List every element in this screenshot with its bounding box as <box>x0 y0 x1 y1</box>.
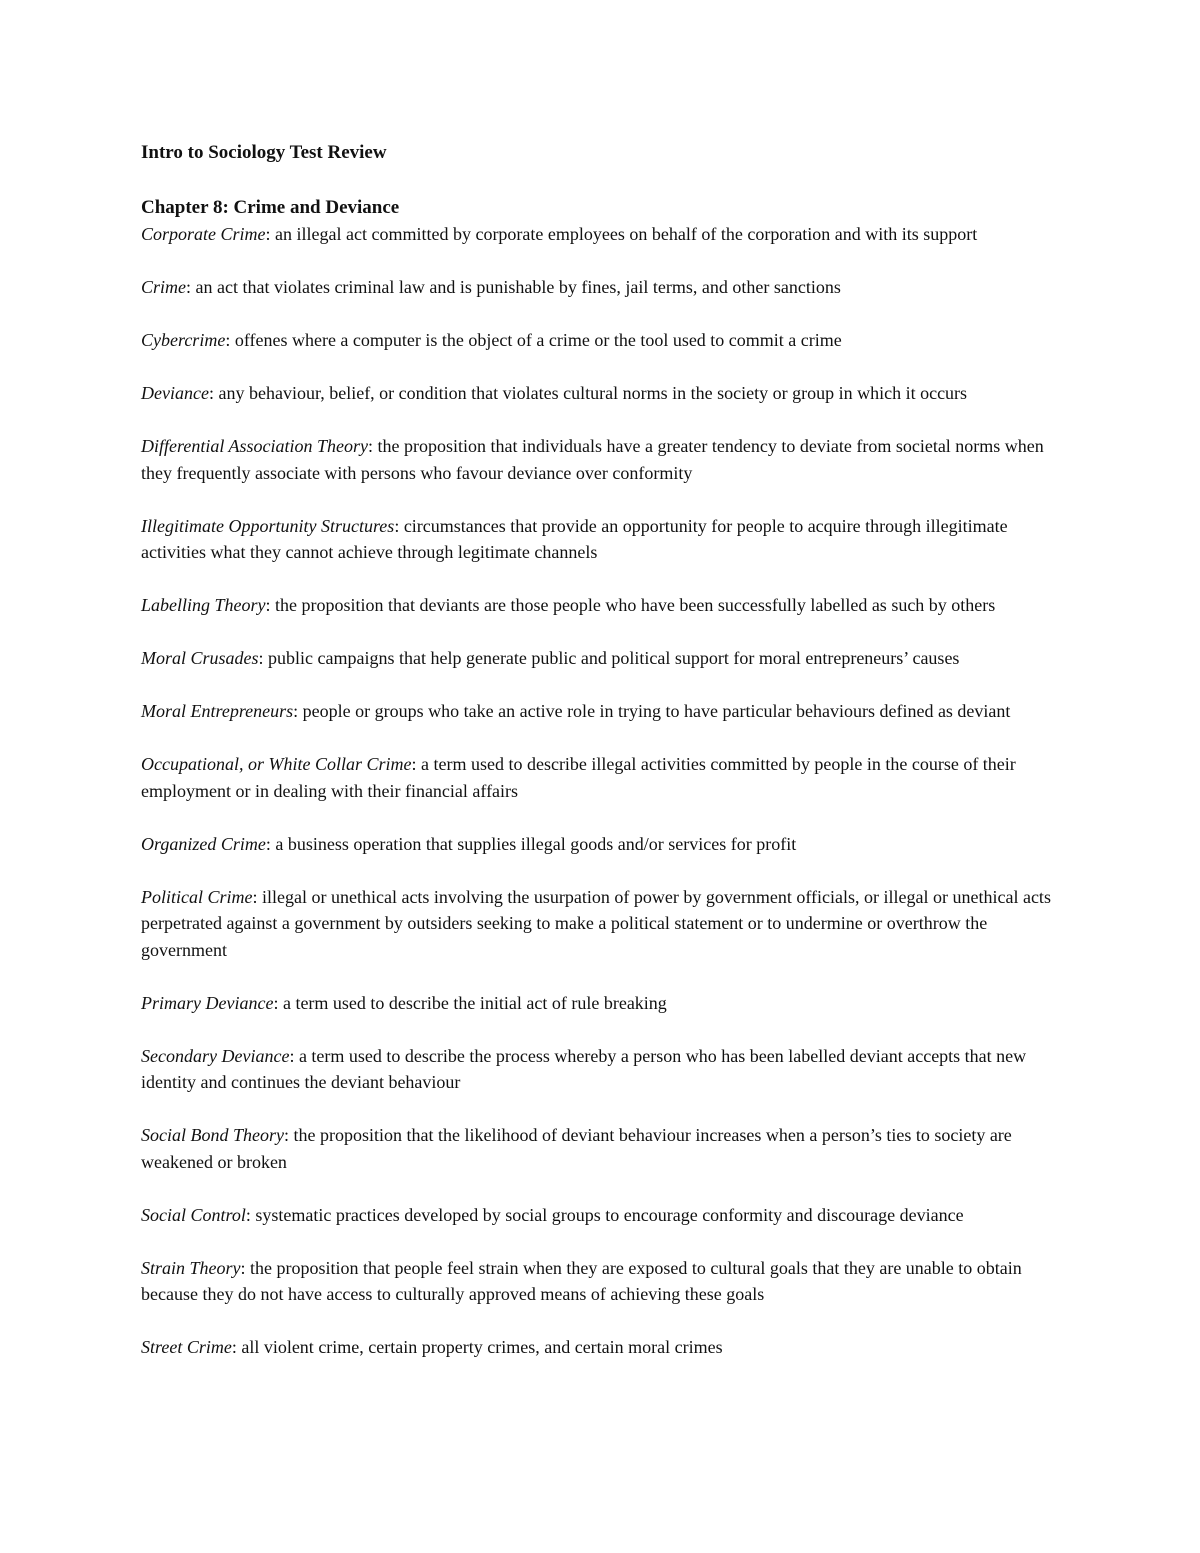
glossary-term: Labelling Theory <box>141 595 266 615</box>
glossary-term: Corporate Crime <box>141 224 266 244</box>
glossary-term: Occupational, or White Collar Crime <box>141 754 412 774</box>
glossary-entry-social-bond-theory <box>141 1122 1061 1175</box>
chapter-heading: Chapter 8: Crime and Deviance <box>141 197 400 218</box>
glossary-term: Deviance <box>141 383 209 403</box>
glossary-entry-moral-crusades <box>141 645 1061 672</box>
glossary-term: Illegitimate Opportunity Structures <box>141 515 395 536</box>
glossary-definition: : the proposition that the likelihood of deviant behaviour increases when a person’s ties to society are weakened or broken <box>141 1125 1012 1172</box>
glossary-term: Primary Deviance <box>141 992 274 1013</box>
glossary-entry-illegitimate-opportunity-structures <box>141 513 1061 566</box>
glossary-definition: : an act that violates criminal law and is punishable by fines, jail terms, and other sanctions <box>186 277 841 297</box>
glossary-entry-political-crime <box>141 884 1061 964</box>
glossary-entry-labelling-theory <box>141 592 1061 619</box>
glossary-entry-deviance <box>141 380 1061 407</box>
glossary-entry-cybercrime <box>141 327 1061 354</box>
document-title: Intro to Sociology Test Review <box>141 142 387 163</box>
glossary-entry-social-control <box>141 1202 1061 1229</box>
document-page <box>141 140 1061 1387</box>
glossary-entry-street-crime <box>141 1334 1061 1361</box>
glossary-definition: : an illegal act committed by corporate employees on behalf of the corporation and with its support <box>265 224 978 244</box>
glossary-entry-strain-theory <box>141 1255 1061 1308</box>
glossary-definition: : any behaviour, belief, or condition that violates cultural norms in the society or group in which it occurs <box>208 383 968 403</box>
glossary-definition: : a term used to describe the process whereby a person who has been labelled deviant accepts that new identity and continues the deviant behaviour <box>141 1045 1027 1092</box>
glossary-entry-moral-entrepreneurs <box>141 698 1061 725</box>
glossary-term: Organized Crime <box>141 833 266 854</box>
glossary-entry-crime <box>141 274 1061 301</box>
glossary-term: Moral Entrepreneurs <box>141 701 294 721</box>
glossary-term: Social Control <box>141 1204 246 1225</box>
glossary-term: Street Crime <box>141 1337 232 1357</box>
glossary-entry-organized-crime <box>141 831 1061 858</box>
glossary-definition: : people or groups who take an active role in trying to have particular behaviours defined as deviant <box>293 701 1011 721</box>
glossary-definition: : a term used to describe illegal activities committed by people in the course of their employment or in dealing with their financial affairs <box>141 754 1016 801</box>
glossary-entry-primary-deviance <box>141 990 1061 1017</box>
glossary-definition: : public campaigns that help generate public and political support for moral entrepreneurs’ causes <box>258 648 960 668</box>
glossary-term: Crime <box>141 277 186 297</box>
glossary-entry-occupational-crime <box>141 751 1061 804</box>
glossary-entry-corporate-crime <box>141 221 1061 248</box>
glossary-entry-secondary-deviance <box>141 1043 1061 1096</box>
glossary-definition: : illegal or unethical acts involving the usurpation of power by government officials, or illegal or unethical acts perpetrated against a government by outsiders seeking to make a political statement or to undermine or overthrow the government <box>141 886 1051 960</box>
glossary-term: Political Crime <box>141 886 253 907</box>
glossary-definition: : a business operation that supplies illegal goods and/or services for profit <box>265 833 797 854</box>
glossary-term: Social Bond Theory <box>141 1125 284 1145</box>
glossary-definition: : all violent crime, certain property crimes, and certain moral crimes <box>231 1337 723 1357</box>
glossary-definition: : a term used to describe the initial act of rule breaking <box>273 992 667 1013</box>
glossary-term: Strain Theory <box>141 1257 241 1278</box>
glossary-definition: : circumstances that provide an opportunity for people to acquire through illegitimate activities what they cannot achieve through legitimate channels <box>141 515 1008 562</box>
glossary-term: Cybercrime <box>141 330 226 350</box>
glossary-definition: : systematic practices developed by social groups to encourage conformity and discourage deviance <box>245 1204 964 1225</box>
glossary-term: Moral Crusades <box>141 648 259 668</box>
glossary-definition: : the proposition that people feel strain when they are exposed to cultural goals that they are unable to obtain because they do not have access to culturally approved means of achieving these goals <box>141 1257 1022 1304</box>
glossary-term: Secondary Deviance <box>141 1045 290 1066</box>
glossary-term: Differential Association Theory <box>141 436 368 456</box>
glossary-definition: : offenes where a computer is the object of a crime or the tool used to commit a crime <box>225 330 842 350</box>
glossary-definition: : the proposition that individuals have a greater tendency to deviate from societal norms when they frequently associate with persons who favour deviance over conformity <box>141 436 1044 483</box>
glossary-entry-differential-association-theory <box>141 433 1061 486</box>
glossary-definition: : the proposition that deviants are those people who have been successfully labelled as such by others <box>265 595 996 615</box>
